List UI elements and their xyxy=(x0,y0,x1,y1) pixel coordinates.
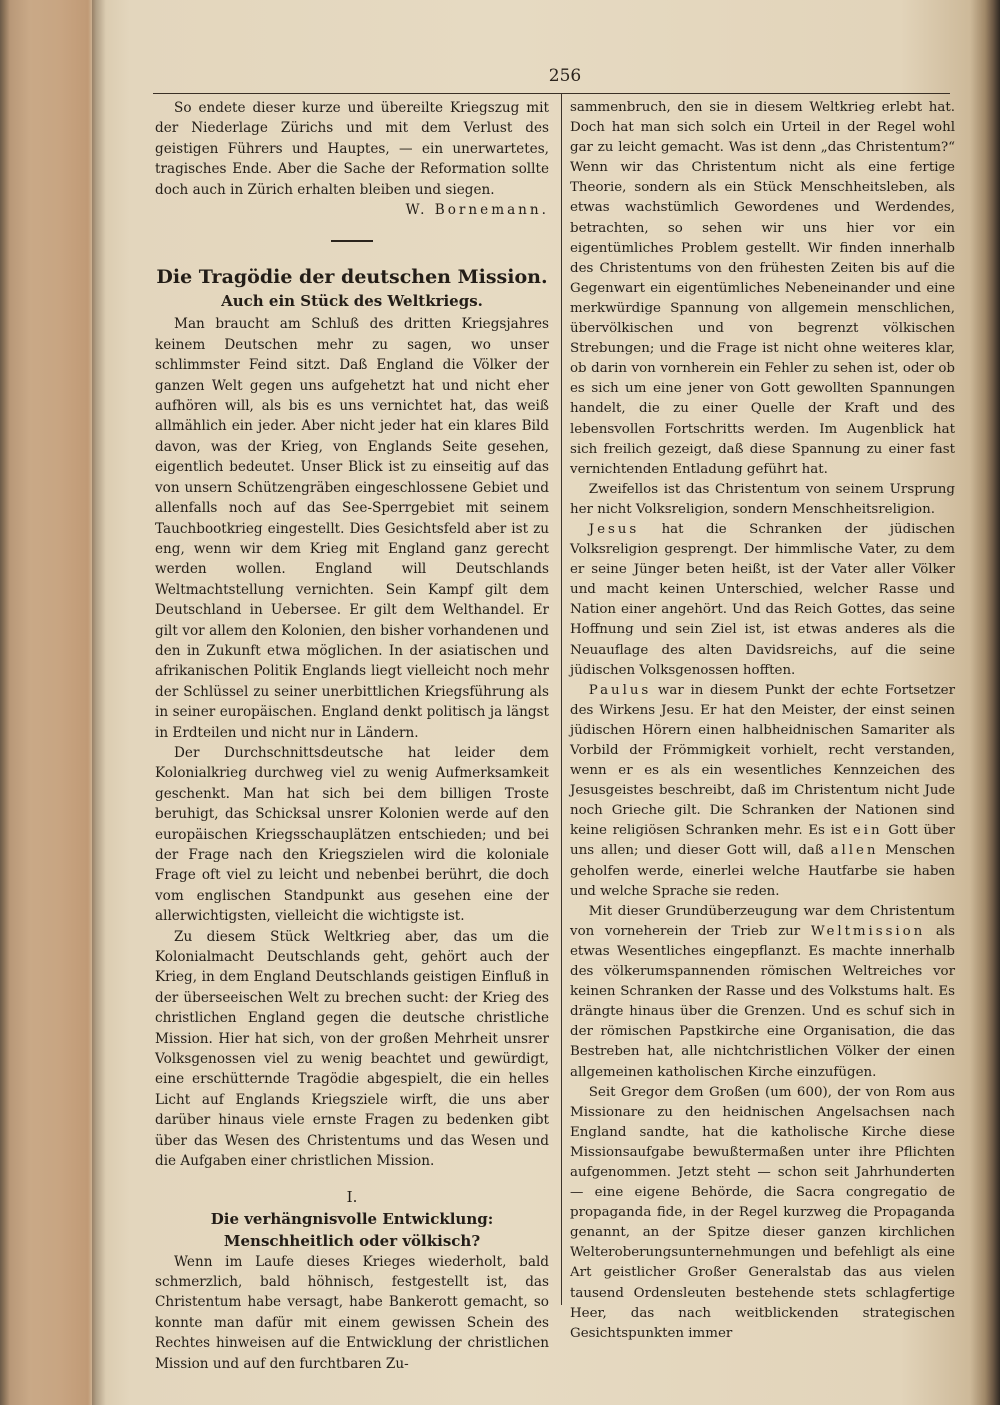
emphasized-word: ein xyxy=(852,823,883,839)
section-paragraph: Wenn im Laufe dieses Krieges wiederholt, bald schmerzlich, bald höhnisch, festgestellt ist, das Christentum habe versagt, habe Bankerott gemacht, so konnte man dafür mit einem gewissen Schein des Rechtes hinweisen auf die Entwicklung der christlichen Mission und auf den furchtbaren Zu- xyxy=(155,1253,549,1372)
emphasized-word: Weltmission xyxy=(810,923,926,939)
page-gutter-shadow xyxy=(92,0,106,1405)
body-paragraph: Man braucht am Schluß des dritten Kriegsjahres keinem Deutschen mehr zu sagen, wo unser schlimmster Feind sitzt. Daß England die Völker der ganzen Welt gegen uns aufgehetzt hat und nicht eher aufhören will, als bis es uns vernichtet hat, das weiß allmählich ein jeder. Aber nicht jeder hat ein klares Bild davon, was der Krieg, von Englands Seite gesehen, eigentlich bedeutet. Unser Blick ist zu einseitig auf das von unsern Schützengräben eingeschlossene Gebiet und allenfalls noch auf das See-Sperrgebiet mit seinem Tauchbootkrieg eingestellt. Dies Gesichtsfeld aber ist zu eng, wenn wir dem Krieg mit England ganz gerecht werden wollen. England will Deutschlands Weltmachtstellung vernichten. Sein Kampf gilt dem Deutschland in Uebersee. Er gilt dem Welthandel. Er gilt vor allem den Kolonien, den bisher vorhandenen und den in Zukunft etwa möglichen. In der asiatischen und afrikanischen Politik Englands liegt vielleicht noch mehr der Schlüssel zu seiner unerbittlichen Kriegsführung als in seiner europäischen. England denkt politisch ja längst in Erdteilen und nicht nur in Ländern. xyxy=(155,316,549,741)
right-column xyxy=(570,98,955,1344)
body-paragraph: Mit dieser Grundüberzeugung war dem Christentum von vorneherein der Trieb zur Weltmission als etwas Wesentliches eingepflanzt. Es machte innerhalb des völkerumspannenden römischen Weltreiches vor keinen Schranken der Rasse und des Volkstums halt. Es drängte hinaus über die Grenzen. Und es schuf sich in der römischen Papstkirche eine Organisation, die das Bestreben hat, alle nichtchristlichen Völker der einen allgemeinen katholischen Kirche einzufügen. xyxy=(570,903,955,1080)
column-divider xyxy=(561,93,562,1305)
left-column xyxy=(155,98,549,1374)
body-paragraph: Seit Gregor dem Großen (um 600), der von Rom aus Missionare zu den heidnischen Angelsachsen nach England sandte, hat die katholische Kirche diese Missionsaufgabe bewußtermaßen unter ihre Pflichten aufgenommen. Jetzt steht — schon seit Jahrhunderten — eine eigene Behörde, die Sacra congregatio de propaganda fide, in der Regel kurzweg die Propaganda genannt, an der Spitze dieser ganzen kirchlichen Welteroberungsunternehmungen und befehligt als eine Art geistlicher Großer Generalstab das aus vielen tausend Ordensleuten bestehende stets schlagfertige Heer, das nach weitblickenden strategischen Gesichtspunkten immer xyxy=(570,1084,955,1341)
body-paragraph: Zweifellos ist das Christentum von seinem Ursprung her nicht Volksreligion, sondern Menschheitsreligion. xyxy=(570,481,955,517)
body-paragraph: Paulus war in diesem Punkt der echte Fortsetzer des Wirkens Jesu. Er hat den Meister, der einst seinen jüdischen Hörern einen halbheidnischen Samariter als Vorbild der Frömmigkeit vorhielt, recht verstanden, wenn er es als ein wesentliches Kennzeichen des Jesusgeistes beschreibt, daß im Christentum nicht Jude noch Grieche gilt. Die Schranken der Nationen sind keine religiösen Schranken mehr. Es ist ein Gott über uns allen; und dieser Gott will, daß allen Menschen geholfen werde, einerlei welche Hautfarbe sie haben und welche Sprache sie reden. xyxy=(570,682,955,899)
intro-signature: W. Bornemann. xyxy=(405,202,549,219)
article-title: Die Tragödie der deutschen Mission. xyxy=(156,266,548,289)
body-paragraph: Der Durchschnittsdeutsche hat leider dem Kolonialkrieg durchweg viel zu wenig Aufmerksamkeit geschenkt. Man hat sich bei dem billigen Troste beruhigt, das Schicksal unsrer Kolonien werde auf den europäischen Kriegsschauplätzen entschieden; und bei der Frage nach den Kriegszielen wird die koloniale Frage oft viel zu leicht und nebenbei berührt, die doch vom englischen Standpunkt aus gesehen eine der allerwichtigsten, vielleicht die wichtigste ist. xyxy=(155,744,549,925)
body-paragraph: Jesus hat die Schranken der jüdischen Volksreligion gesprengt. Der himmlische Vater, zu dem er seine Jünger beten heißt, ist der Vater aller Völker und macht keinen Unterschied, welcher Rasse und Nation einer angehört. Und das Reich Gottes, das seine Hoffnung und sein Ziel ist, ist etwas anderes als die Neuauflage des alten Davidsreichs, auf die seine jüdischen Volksgenossen hofften. xyxy=(570,521,955,678)
emphasized-word: allen xyxy=(830,843,879,859)
section-number: I. xyxy=(346,1187,358,1206)
body-paragraph: Zu diesem Stück Weltkrieg aber, das um die Kolonialmacht Deutschlands geht, gehört auch der Krieg, in dem England Deutschlands geistigen Einfluß in der überseeischen Welt zu brechen sucht: der Krieg des christlichen England gegen die deutsche christliche Mission. Hier hat sich, von der großen Mehrheit unsrer Volksgenossen viel zu wenig beachtet und gewürdigt, eine erschütternde Tragödie abgespielt, die ein helles Licht auf Englands Kriegsziele wirft, die uns aber darüber hinaus viele ernste Fragen zu bedenken gibt über das Wesen des Christentums und das Wesen und die Aufgaben einer christlichen Mission. xyxy=(155,928,549,1170)
section-title-line-2: Menschheitlich oder völkisch? xyxy=(223,1231,481,1250)
header-rule xyxy=(153,93,950,94)
section-title-line-1: Die verhängnisvolle Entwicklung: xyxy=(210,1209,494,1228)
emphasized-name: Jesus xyxy=(588,521,640,537)
intro-paragraph: So endete dieser kurze und übereilte Kriegszug mit der Niederlage Zürichs und mit dem Verlust des geistigen Führers und Hauptes, — ein unerwartetes, tragisches Ende. Aber die Sache der Reformation sollte doch auch in Zürich erhalten bleiben und siegen. W. Bornemann. xyxy=(155,98,549,220)
emphasized-name: Paulus xyxy=(588,682,652,698)
continuation-paragraph: sammenbruch, den sie in diesem Weltkrieg erlebt hat. Doch hat man sich solch ein Urteil in der Regel wohl gar zu leicht gemacht. Was ist denn „das Christentum?“ Wenn wir das Christentum nicht als eine fertige Theorie, sondern als ein Stück Menschheitsleben, als etwas wachstümlich Gewordenes und Werdendes, betrachten, so sehen wir uns hier vor ein eigentümliches Problem gestellt. Wir finden innerhalb des Christentums von den frühesten Zeiten bis auf die Gegenwart ein eigentümliches Nebeneinander und eine merkwürdige Spannung von allgemein menschlichen, übervölkischen und von begrenzt völkischen Strebungen; und die Frage ist nicht ohne weiteres klar, ob darin von vornherein ein Fehler zu sehen ist, oder ob es sich um eine jener von Gott gewollten Spannungen handelt, die zu einer Quelle der Kraft und des lebensvollen Fortschritts werden. Im Augenblick hat sich freilich gezeigt, daß diese Spannung zu einer fast vernichtenden Entladung geführt hat. xyxy=(570,100,955,477)
separator-rule xyxy=(331,240,373,242)
article-subtitle: Auch ein Stück des Weltkriegs. xyxy=(221,292,483,311)
page-number: 256 xyxy=(548,66,582,86)
